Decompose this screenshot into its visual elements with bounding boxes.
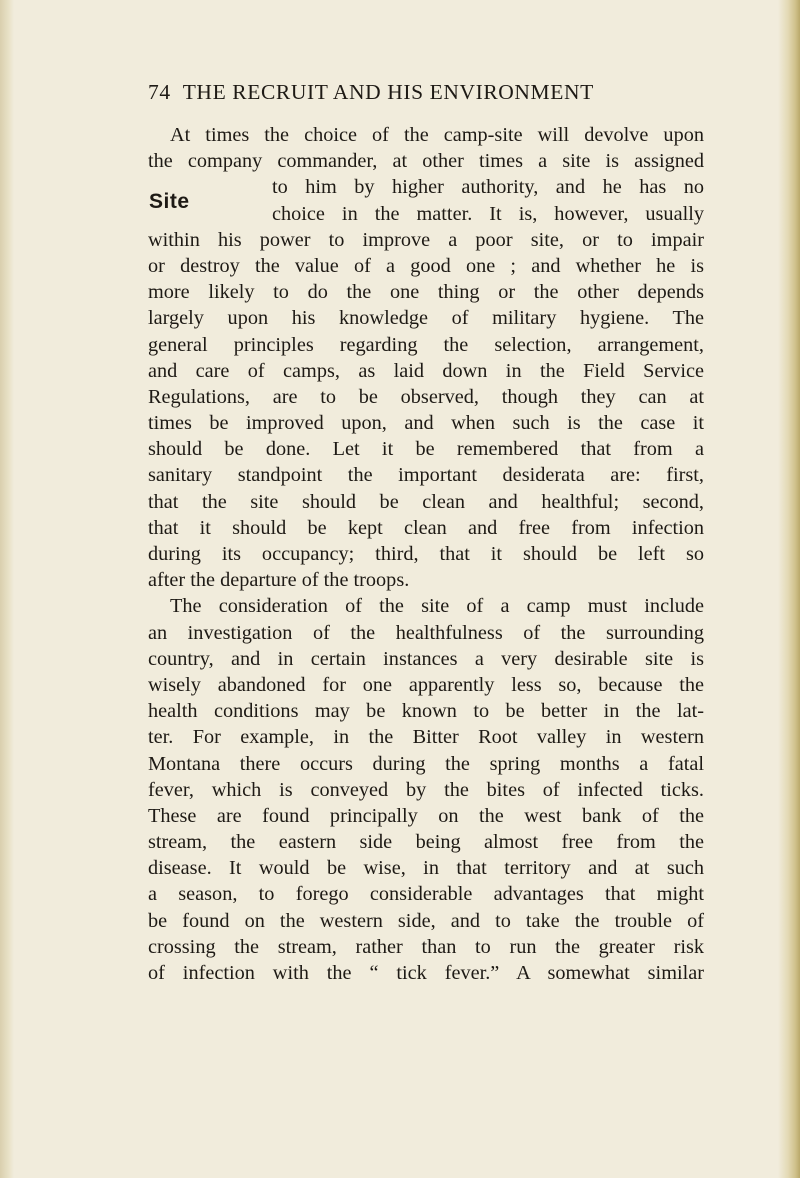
text-line: times be improved upon, and when such is the case it (148, 412, 704, 435)
text-line: be found on the western side, and to take the trouble of (148, 909, 704, 932)
page-edge-right (778, 0, 800, 1178)
text-line: within his power to improve a poor site, or to impair (148, 228, 704, 251)
text-line: choice in the matter. It is, however, usually (272, 202, 704, 225)
body-text (148, 122, 704, 986)
text-line: general principles regarding the selection, arrangement, (148, 333, 704, 356)
text-line: of infection with the “ tick fever.” A somewhat similar (148, 962, 704, 984)
page-edge-left (0, 0, 14, 1178)
text-line: At times the choice of the camp-site will devolve upon (170, 124, 704, 146)
text-line: during its occupancy; third, that it should be left so (148, 543, 704, 565)
text-line: The consideration of the site of a camp must include (170, 595, 704, 618)
text-line: Montana there occurs during the spring months a fatal (148, 752, 704, 775)
text-line: These are found principally on the west bank of the (148, 804, 704, 827)
text-line: country, and in certain instances a very desirable site is (148, 647, 704, 670)
text-line: that it should be kept clean and free from infection (148, 516, 704, 539)
text-line: should be done. Let it be remembered that from a (148, 438, 704, 461)
text-line: or destroy the value of a good one ; and whether he is (148, 254, 704, 277)
text-line: a season, to forego considerable advantages that might (148, 883, 704, 906)
text-line: more likely to do the one thing or the other depends (148, 281, 704, 304)
running-head (148, 80, 708, 105)
text-line: health conditions may be known to be better in the lat- (148, 700, 704, 723)
text-line: disease. It would be wise, in that territory and at such (148, 857, 704, 880)
text-line: stream, the eastern side being almost free from the (148, 831, 704, 854)
text-line: an investigation of the healthfulness of the surrounding (148, 621, 704, 644)
text-line: crossing the stream, rather than to run the greater risk (148, 935, 704, 958)
text-line: sanitary standpoint the important desiderata are: first, (148, 464, 704, 487)
text-line: wisely abandoned for one apparently less so, because the (148, 673, 704, 696)
text-line: ter. For example, in the Bitter Root valley in western (148, 726, 704, 749)
text-line: to him by higher authority, and he has no (272, 176, 704, 199)
text-line: the company commander, at other times a site is assigned (148, 150, 704, 173)
text-line: Regulations, are to be observed, though they can at (148, 385, 704, 408)
text-line: largely upon his knowledge of military hygiene. The (148, 307, 704, 330)
page-number: 74 (148, 80, 171, 104)
running-title: THE RECRUIT AND HIS ENVIRONMENT (182, 80, 594, 104)
text-line: that the site should be clean and healthful; second, (148, 490, 704, 513)
text-line: and care of camps, as laid down in the Field Service (148, 359, 704, 382)
margin-sidenote: Site (149, 190, 190, 213)
text-line: fever, which is conveyed by the bites of infected ticks. (148, 778, 704, 801)
text-line: after the departure of the troops. (148, 569, 410, 592)
